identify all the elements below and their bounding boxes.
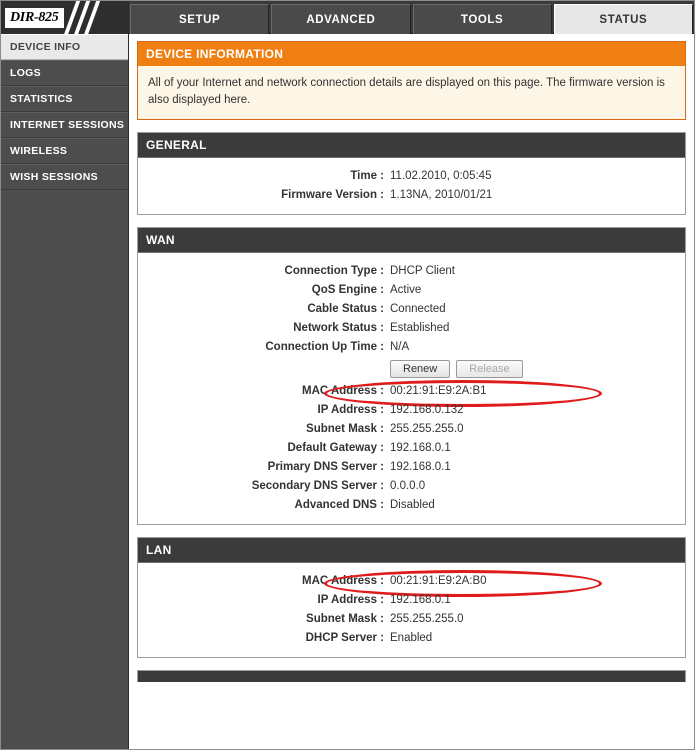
row-wan-ip-address	[138, 404, 685, 416]
row-value: 255.255.255.0	[390, 613, 464, 626]
section-general-rows	[138, 158, 685, 214]
row-label: Advanced DNS :	[294, 499, 384, 512]
row-network-status	[138, 322, 685, 334]
row-firmware-version	[138, 189, 685, 201]
body	[1, 34, 694, 750]
tab-status[interactable]: STATUS	[554, 4, 693, 34]
main-tabs	[129, 1, 694, 33]
row-time	[138, 170, 685, 182]
brand-logo	[1, 1, 129, 34]
section-wan	[137, 227, 686, 525]
renew-button[interactable]: Renew	[390, 360, 450, 378]
row-label: IP Address :	[317, 594, 384, 607]
sidebar-item-logs[interactable]: LOGS	[1, 60, 128, 86]
row-value: 192.168.0.132	[390, 404, 464, 417]
row-value: Established	[390, 322, 450, 335]
row-value: N/A	[390, 341, 410, 354]
row-value: 00:21:91:E9:2A:B1	[390, 385, 487, 398]
section-next-clipped	[137, 670, 686, 682]
tab-tools[interactable]: TOOLS	[413, 4, 552, 34]
row-value: 255.255.255.0	[390, 423, 464, 436]
top-bar	[1, 1, 694, 34]
model-label: DIR-825	[5, 8, 64, 28]
row-value: Disabled	[390, 499, 435, 512]
section-general	[137, 132, 686, 215]
sidebar-item-statistics[interactable]: STATISTICS	[1, 86, 128, 112]
row-primary-dns-server	[138, 461, 685, 473]
section-lan-title: LAN	[138, 538, 685, 563]
sidebar-item-wish-sessions[interactable]: WISH SESSIONS	[1, 164, 128, 190]
main-content	[129, 34, 694, 750]
row-advanced-dns	[138, 499, 685, 511]
row-label: Firmware Version :	[281, 189, 384, 202]
row-label: Primary DNS Server :	[267, 461, 384, 474]
row-label: QoS Engine :	[311, 284, 384, 297]
logo-stripes-decoration	[64, 1, 129, 34]
row-label: Subnet Mask :	[306, 423, 384, 436]
row-label: Default Gateway :	[287, 442, 384, 455]
row-value: 00:21:91:E9:2A:B0	[390, 575, 487, 588]
row-cable-status	[138, 303, 685, 315]
row-value: Enabled	[390, 632, 433, 645]
row-wan-subnet-mask	[138, 423, 685, 435]
row-value: Active	[390, 284, 422, 297]
row-label: DHCP Server :	[305, 632, 384, 645]
row-value: DHCP Client	[390, 265, 455, 278]
page-title: DEVICE INFORMATION	[138, 42, 685, 66]
row-label: MAC Address :	[302, 575, 384, 588]
row-label: Connection Type :	[284, 265, 384, 278]
sidebar-item-internet-sessions[interactable]: INTERNET SESSIONS	[1, 112, 128, 138]
row-secondary-dns-server	[138, 480, 685, 492]
wan-action-buttons	[138, 360, 685, 378]
row-value: 192.168.0.1	[390, 461, 451, 474]
row-dhcp-server	[138, 632, 685, 644]
sidebar-item-wireless[interactable]: WIRELESS	[1, 138, 128, 164]
row-label: Cable Status :	[307, 303, 384, 316]
row-lan-ip-address	[138, 594, 685, 606]
sidebar-item-device-info[interactable]: DEVICE INFO	[1, 34, 128, 60]
section-wan-rows	[138, 253, 685, 524]
row-value: 192.168.0.1	[390, 442, 451, 455]
row-value: 1.13NA, 2010/01/21	[390, 189, 493, 202]
row-label: Network Status :	[293, 322, 384, 335]
tab-advanced[interactable]: ADVANCED	[271, 4, 410, 34]
page-description: All of your Internet and network connection details are displayed on this page. The firmware version is also displayed here.	[148, 77, 665, 106]
release-button[interactable]: Release	[456, 360, 522, 378]
section-wan-title: WAN	[138, 228, 685, 253]
row-connection-type	[138, 265, 685, 277]
page-header-panel	[137, 41, 686, 120]
row-wan-mac-address	[138, 385, 685, 397]
sidebar	[1, 34, 129, 750]
section-lan	[137, 537, 686, 658]
section-general-title: GENERAL	[138, 133, 685, 158]
row-value: 192.168.0.1	[390, 594, 451, 607]
tab-setup[interactable]: SETUP	[130, 4, 269, 34]
section-lan-rows	[138, 563, 685, 657]
row-value: 11.02.2010, 0:05:45	[390, 170, 492, 183]
row-label: IP Address :	[317, 404, 384, 417]
row-value: 0.0.0.0	[390, 480, 426, 493]
row-value: Connected	[390, 303, 446, 316]
row-qos-engine	[138, 284, 685, 296]
row-label: Subnet Mask :	[306, 613, 384, 626]
row-lan-mac-address	[138, 575, 685, 587]
row-label: Time :	[350, 170, 384, 183]
row-lan-subnet-mask	[138, 613, 685, 625]
row-label: Connection Up Time :	[265, 341, 384, 354]
row-label: Secondary DNS Server :	[251, 480, 384, 493]
row-default-gateway	[138, 442, 685, 454]
row-connection-up-time	[138, 341, 685, 353]
row-label: MAC Address :	[302, 385, 384, 398]
